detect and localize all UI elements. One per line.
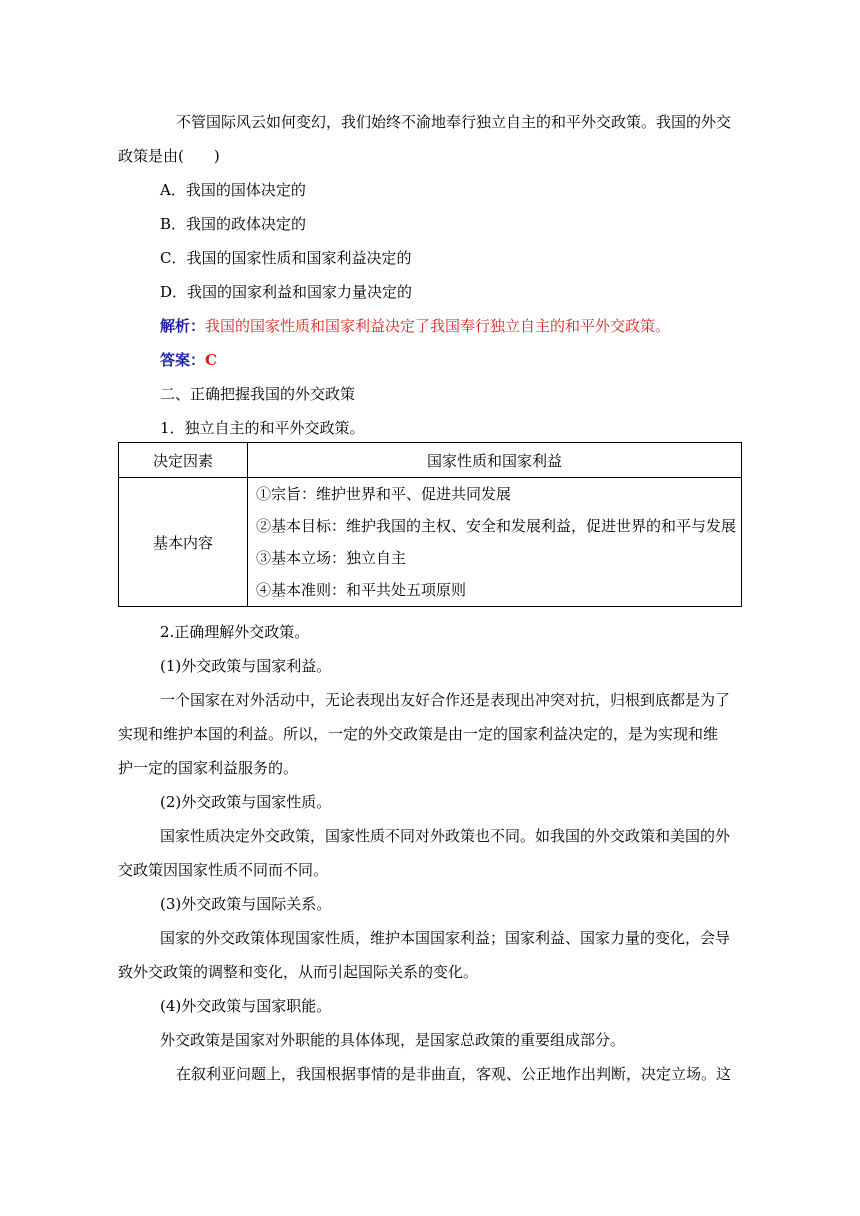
option-d: D．我国的国家利益和国家力量决定的 (160, 283, 413, 301)
answer-value: C (205, 351, 217, 369)
option-c: C．我国的国家性质和国家利益决定的 (160, 249, 412, 267)
option-b: B．我国的政体决定的 (160, 215, 307, 233)
section-heading: 二、正确把握我国的外交政策 (160, 385, 356, 403)
paragraph-line: 交政策因国家性质不同而不同。 (118, 861, 329, 879)
point-2-title: (2)外交政策与国家性质。 (160, 793, 332, 811)
point-1-title: (1)外交政策与国家利益。 (160, 657, 332, 675)
paragraph-line: 国家性质决定外交政策，国家性质不同对外政策也不同。如我国的外交政策和美国的外 (160, 827, 731, 845)
point-4-title: (4)外交政策与国家职能。 (160, 997, 332, 1015)
question-stem-line-1: 不管国际风云如何变幻，我们始终不渝地奉行独立自主的和平外交政策。我国的外交 (176, 113, 732, 131)
question-stem-line-2: 政策是由( ) (118, 147, 220, 165)
option-a: A．我国的国体决定的 (160, 181, 306, 199)
point-3-title: (3)外交政策与国际关系。 (160, 895, 332, 913)
paragraph-line: 外交政策是国家对外职能的具体体现，是国家总政策的重要组成部分。 (160, 1031, 626, 1049)
table-list-item: ①宗旨：维护世界和平、促进共同发展 (256, 485, 512, 503)
paragraph-line: 护一定的国家利益服务的。 (118, 759, 299, 777)
answer-line (160, 350, 217, 370)
table-list-item: ③基本立场：独立自主 (256, 549, 407, 567)
paragraph-line: 实现和维护本国的利益。所以，一定的外交政策是由一定的国家利益决定的，是为实现和维 (118, 725, 719, 743)
table-row (119, 478, 742, 607)
paragraph-line: 在叙利亚问题上，我国根据事情的是非曲直，客观、公正地作出判断，决定立场。这 (176, 1065, 732, 1083)
table-row (119, 443, 742, 478)
subsection-2-title: 2.正确理解外交政策。 (160, 623, 310, 641)
paragraph-line: 国家的外交政策体现国家性质，维护本国国家利益；国家利益、国家力量的变化，会导 (160, 929, 731, 947)
table-cell-value: 国家性质和国家利益 (248, 443, 742, 478)
paragraph-line: 一个国家在对外活动中，无论表现出友好合作还是表现出冲突对抗，归根到底都是为了 (160, 691, 731, 709)
answer-label: 答案： (160, 351, 206, 369)
paragraph-line: 致外交政策的调整和变化，从而引起国际关系的变化。 (118, 963, 479, 981)
policy-table (118, 442, 742, 607)
analysis-line (160, 316, 670, 336)
table-cell-key: 决定因素 (119, 443, 248, 478)
analysis-text: 我国的国家性质和国家利益决定了我国奉行独立自主的和平外交政策。 (205, 317, 671, 335)
table-cell-list (248, 478, 742, 607)
subsection-1-title: 1．独立自主的和平外交政策。 (160, 419, 365, 437)
table-list-item: ④基本准则：和平共处五项原则 (256, 581, 467, 599)
table-list-item: ②基本目标：维护我国的主权、安全和发展利益，促进世界的和平与发展 (256, 517, 737, 535)
table-cell-key: 基本内容 (119, 478, 248, 607)
analysis-label: 解析： (160, 317, 206, 335)
